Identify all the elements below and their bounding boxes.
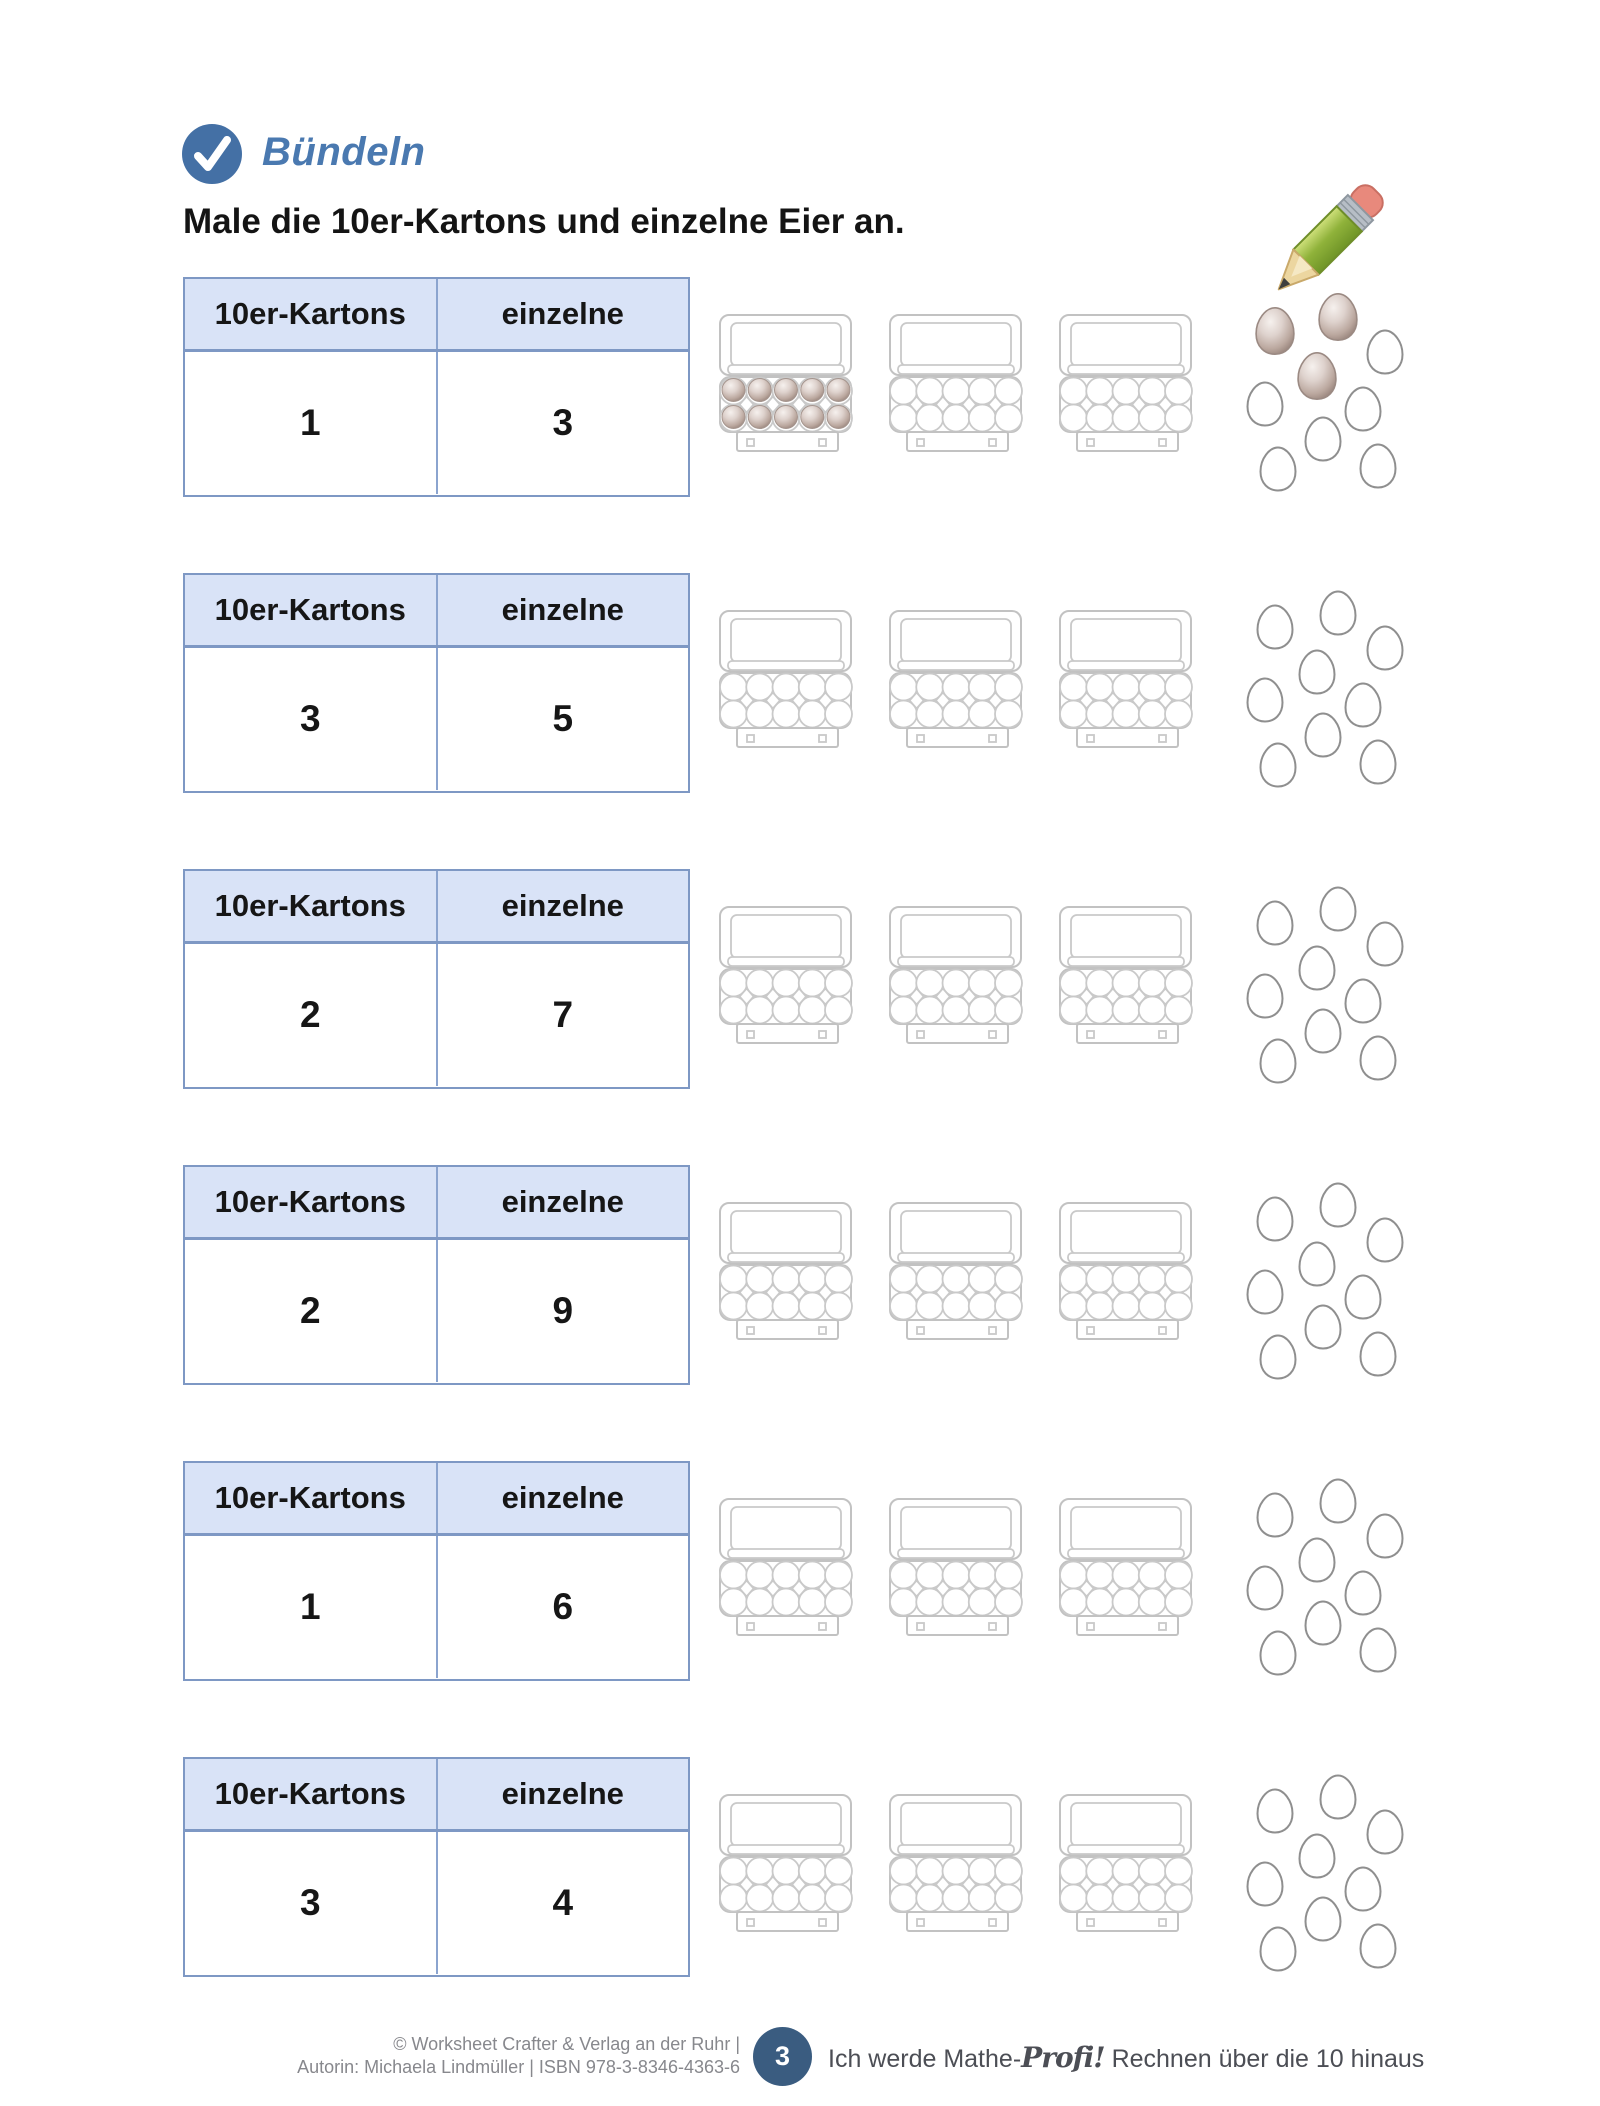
egg-carton[interactable] <box>890 1203 1022 1339</box>
egg[interactable] <box>1368 331 1403 374</box>
column-header-singles: einzelne <box>436 871 689 941</box>
egg-carton[interactable] <box>1060 1795 1192 1931</box>
loose-eggs-cluster <box>1222 577 1422 792</box>
egg[interactable] <box>1300 1835 1335 1878</box>
egg[interactable] <box>1368 627 1403 670</box>
egg[interactable] <box>1258 902 1293 945</box>
egg-cartons-row <box>712 1197 1204 1347</box>
egg[interactable] <box>1306 1010 1341 1053</box>
bundling-table <box>183 277 690 497</box>
column-header-singles: einzelne <box>436 1167 689 1237</box>
egg[interactable] <box>1256 308 1294 354</box>
egg[interactable] <box>1368 923 1403 966</box>
egg[interactable] <box>1306 1306 1341 1349</box>
egg[interactable] <box>1306 1602 1341 1645</box>
table-value-row <box>185 1536 688 1678</box>
egg-cartons-row <box>712 901 1204 1051</box>
loose-eggs-cluster <box>1222 1169 1422 1384</box>
page-number-badge <box>753 2027 812 2086</box>
egg-carton[interactable] <box>890 1795 1022 1931</box>
egg[interactable] <box>1346 980 1381 1023</box>
cartons-count: 2 <box>299 994 321 1035</box>
egg[interactable] <box>1248 975 1283 1018</box>
egg-carton[interactable] <box>1060 1203 1192 1339</box>
egg-cartons-row <box>712 309 1204 459</box>
column-header-singles: einzelne <box>436 279 689 349</box>
bundling-table <box>183 1757 690 1977</box>
singles-count: 4 <box>436 1832 689 1974</box>
egg[interactable] <box>1300 947 1335 990</box>
egg-carton[interactable] <box>890 611 1022 747</box>
table-value-row <box>185 944 688 1086</box>
egg[interactable] <box>1321 1184 1356 1227</box>
task-block <box>0 277 1600 573</box>
egg[interactable] <box>1321 592 1356 635</box>
singles-count: 5 <box>436 648 689 790</box>
egg[interactable] <box>1261 1928 1296 1971</box>
credit-line-2: Autorin: Michaela Lindmüller | ISBN 978-3-8346-4363-6 <box>297 2057 740 2077</box>
footer-series-title <box>828 2041 1424 2074</box>
egg[interactable] <box>1361 445 1396 488</box>
egg[interactable] <box>1248 383 1283 426</box>
egg[interactable] <box>1346 1868 1381 1911</box>
series-script: Profi! <box>1021 2041 1105 2074</box>
egg-carton[interactable] <box>720 611 852 747</box>
egg[interactable] <box>1346 1572 1381 1615</box>
egg[interactable] <box>1321 1480 1356 1523</box>
table-header-row <box>185 871 688 944</box>
egg[interactable] <box>1368 1515 1403 1558</box>
cartons-count: 1 <box>299 1586 321 1627</box>
egg[interactable] <box>1261 1336 1296 1379</box>
table-value-row <box>185 1240 688 1382</box>
egg[interactable] <box>1319 294 1357 340</box>
egg[interactable] <box>1346 388 1381 431</box>
egg[interactable] <box>1300 1243 1335 1286</box>
egg-cartons-row <box>712 1789 1204 1939</box>
egg[interactable] <box>1258 1198 1293 1241</box>
egg-cartons-row <box>712 605 1204 755</box>
egg[interactable] <box>1361 1925 1396 1968</box>
egg-carton[interactable] <box>1060 1499 1192 1635</box>
egg[interactable] <box>1258 1790 1293 1833</box>
egg[interactable] <box>1346 684 1381 727</box>
task-block <box>0 1757 1600 2053</box>
egg[interactable] <box>1321 1776 1356 1819</box>
column-header-singles: einzelne <box>436 1759 689 1829</box>
page-title: Bündeln <box>262 130 426 174</box>
egg[interactable] <box>1306 418 1341 461</box>
egg-carton[interactable] <box>1060 907 1192 1043</box>
task-block <box>0 869 1600 1165</box>
egg-carton[interactable] <box>890 1499 1022 1635</box>
egg[interactable] <box>1248 1567 1283 1610</box>
egg-carton[interactable] <box>1060 611 1192 747</box>
loose-eggs-cluster <box>1222 1761 1422 1976</box>
egg-carton[interactable] <box>720 1203 852 1339</box>
instruction-text: Male die 10er-Kartons und einzelne Eier an. <box>183 202 905 241</box>
bundling-table <box>183 573 690 793</box>
egg[interactable] <box>1298 353 1336 399</box>
bundling-table <box>183 869 690 1089</box>
task-block <box>0 573 1600 869</box>
table-header-row <box>185 1759 688 1832</box>
bundling-table <box>183 1461 690 1681</box>
task-block <box>0 1165 1600 1461</box>
table-header-row <box>185 575 688 648</box>
egg[interactable] <box>1300 651 1335 694</box>
credit-line-1: © Worksheet Crafter & Verlag an der Ruhr | <box>393 2034 740 2054</box>
egg[interactable] <box>1261 1632 1296 1675</box>
column-header-cartons: 10er-Kartons <box>214 1480 406 1515</box>
loose-eggs-cluster <box>1222 1465 1422 1680</box>
egg-carton[interactable] <box>1060 315 1192 451</box>
egg-carton[interactable] <box>720 1795 852 1931</box>
egg[interactable] <box>1261 448 1296 491</box>
egg-carton[interactable] <box>720 315 852 451</box>
egg[interactable] <box>1361 741 1396 784</box>
cartons-count: 3 <box>299 698 321 739</box>
egg[interactable] <box>1248 1271 1283 1314</box>
egg[interactable] <box>1258 1494 1293 1537</box>
column-header-cartons: 10er-Kartons <box>214 296 406 331</box>
egg[interactable] <box>1261 1040 1296 1083</box>
egg-carton[interactable] <box>890 315 1022 451</box>
egg[interactable] <box>1361 1037 1396 1080</box>
egg-carton[interactable] <box>890 907 1022 1043</box>
singles-count: 3 <box>436 352 689 494</box>
cartons-count: 1 <box>299 402 321 443</box>
table-value-row <box>185 352 688 494</box>
column-header-singles: einzelne <box>436 1463 689 1533</box>
cartons-count: 3 <box>299 1882 321 1923</box>
egg[interactable] <box>1361 1333 1396 1376</box>
column-header-singles: einzelne <box>436 575 689 645</box>
egg[interactable] <box>1361 1629 1396 1672</box>
bundling-table <box>183 1165 690 1385</box>
footer-credit <box>180 2033 740 2079</box>
egg[interactable] <box>1346 1276 1381 1319</box>
egg[interactable] <box>1306 1898 1341 1941</box>
loose-eggs-cluster <box>1222 281 1422 496</box>
table-header-row <box>185 1167 688 1240</box>
table-header-row <box>185 279 688 352</box>
table-value-row <box>185 648 688 790</box>
egg-carton[interactable] <box>720 907 852 1043</box>
table-header-row <box>185 1463 688 1536</box>
egg[interactable] <box>1248 1863 1283 1906</box>
series-prefix: Ich werde Mathe- <box>828 2045 1022 2073</box>
loose-eggs-cluster <box>1222 873 1422 1088</box>
egg[interactable] <box>1248 679 1283 722</box>
egg[interactable] <box>1261 744 1296 787</box>
task-block <box>0 1461 1600 1757</box>
egg[interactable] <box>1306 714 1341 757</box>
table-value-row <box>185 1832 688 1974</box>
egg[interactable] <box>1258 606 1293 649</box>
cartons-count: 2 <box>299 1290 321 1331</box>
singles-count: 9 <box>436 1240 689 1382</box>
column-header-cartons: 10er-Kartons <box>214 1184 406 1219</box>
column-header-cartons: 10er-Kartons <box>214 1776 406 1811</box>
singles-count: 6 <box>436 1536 689 1678</box>
checkmark-icon <box>181 123 243 185</box>
egg[interactable] <box>1300 1539 1335 1582</box>
egg-carton[interactable] <box>720 1499 852 1635</box>
column-header-cartons: 10er-Kartons <box>214 592 406 627</box>
singles-count: 7 <box>436 944 689 1086</box>
column-header-cartons: 10er-Kartons <box>214 888 406 923</box>
egg-cartons-row <box>712 1493 1204 1643</box>
egg[interactable] <box>1321 888 1356 931</box>
series-suffix: Rechnen über die 10 hinaus <box>1111 2045 1425 2073</box>
egg[interactable] <box>1368 1219 1403 1262</box>
page-number: 3 <box>774 2041 791 2071</box>
egg[interactable] <box>1368 1811 1403 1854</box>
